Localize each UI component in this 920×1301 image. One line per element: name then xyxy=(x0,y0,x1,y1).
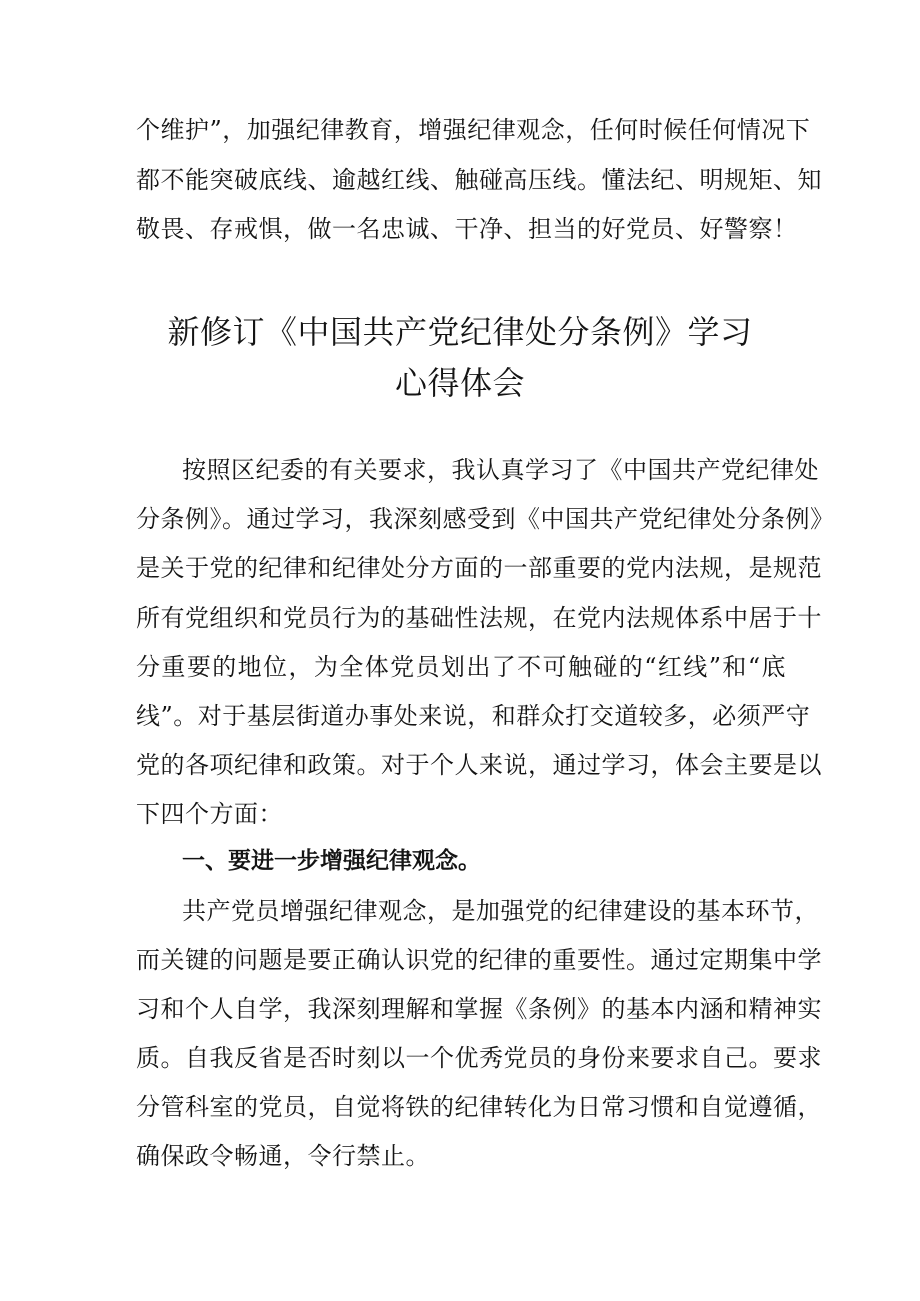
paragraph-1-line-8: 下四个方面： xyxy=(136,800,283,828)
paragraph-1-line-5: 分重要的地位，为全体党员划出了不可触碰的“红线”和“底 xyxy=(136,653,786,681)
paragraph-1-line-2: 分条例》。通过学习，我深刻感受到《中国共产党纪律处分条例》 xyxy=(136,505,835,533)
paragraph-1-line-7: 党的各项纪律和政策。对于个人来说，通过学习，体会主要是以 xyxy=(136,751,822,779)
section-1-line-1: 共产党员增强纪律观念，是加强党的纪律建设的基本环节， xyxy=(182,897,819,925)
section-1-line-3: 习和个人自学，我深刻理解和掌握《条例》的基本内涵和精神实 xyxy=(136,995,822,1023)
document-title-line-1: 新修订《中国共产党纪律处分条例》学习 xyxy=(167,313,753,351)
paragraph-1-line-3: 是关于党的纪律和纪律处分方面的一部重要的党内法规，是规范 xyxy=(136,554,822,582)
intro-line-2: 都不能突破底线、逾越红线、触碰高压线。懂法纪、明规矩、知 xyxy=(136,166,822,194)
document-title-line-2: 心得体会 xyxy=(394,364,525,402)
section-1-line-2: 而关键的问题是要正确认识党的纪律的重要性。通过定期集中学 xyxy=(136,946,822,974)
intro-line-3: 敬畏、存戒惧，做一名忠诚、干净、担当的好党员、好警察！ xyxy=(136,215,798,243)
intro-line-1: 个维护”，加强纪律教育，增强纪律观念，任何时候任何情况下 xyxy=(136,116,811,144)
section-1-line-4: 质。自我反省是否时刻以一个优秀党员的身份来要求自己。要求 xyxy=(136,1044,822,1072)
paragraph-1-line-6: 线”。对于基层街道办事处来说，和群众打交道较多，必须严守 xyxy=(136,702,811,730)
paragraph-1-line-4: 所有党组织和党员行为的基础性法规，在党内法规体系中居于十 xyxy=(136,604,822,632)
section-1-line-5: 分管科室的党员，自觉将铁的纪律转化为日常习惯和自觉遵循， xyxy=(136,1093,822,1121)
paragraph-1-line-1: 按照区纪委的有关要求，我认真学习了《中国共产党纪律处 xyxy=(182,456,819,484)
section-1-line-6: 确保政令畅通，令行禁止。 xyxy=(136,1142,430,1170)
section-1-heading: 一、要进一步增强纪律观念。 xyxy=(182,848,481,874)
